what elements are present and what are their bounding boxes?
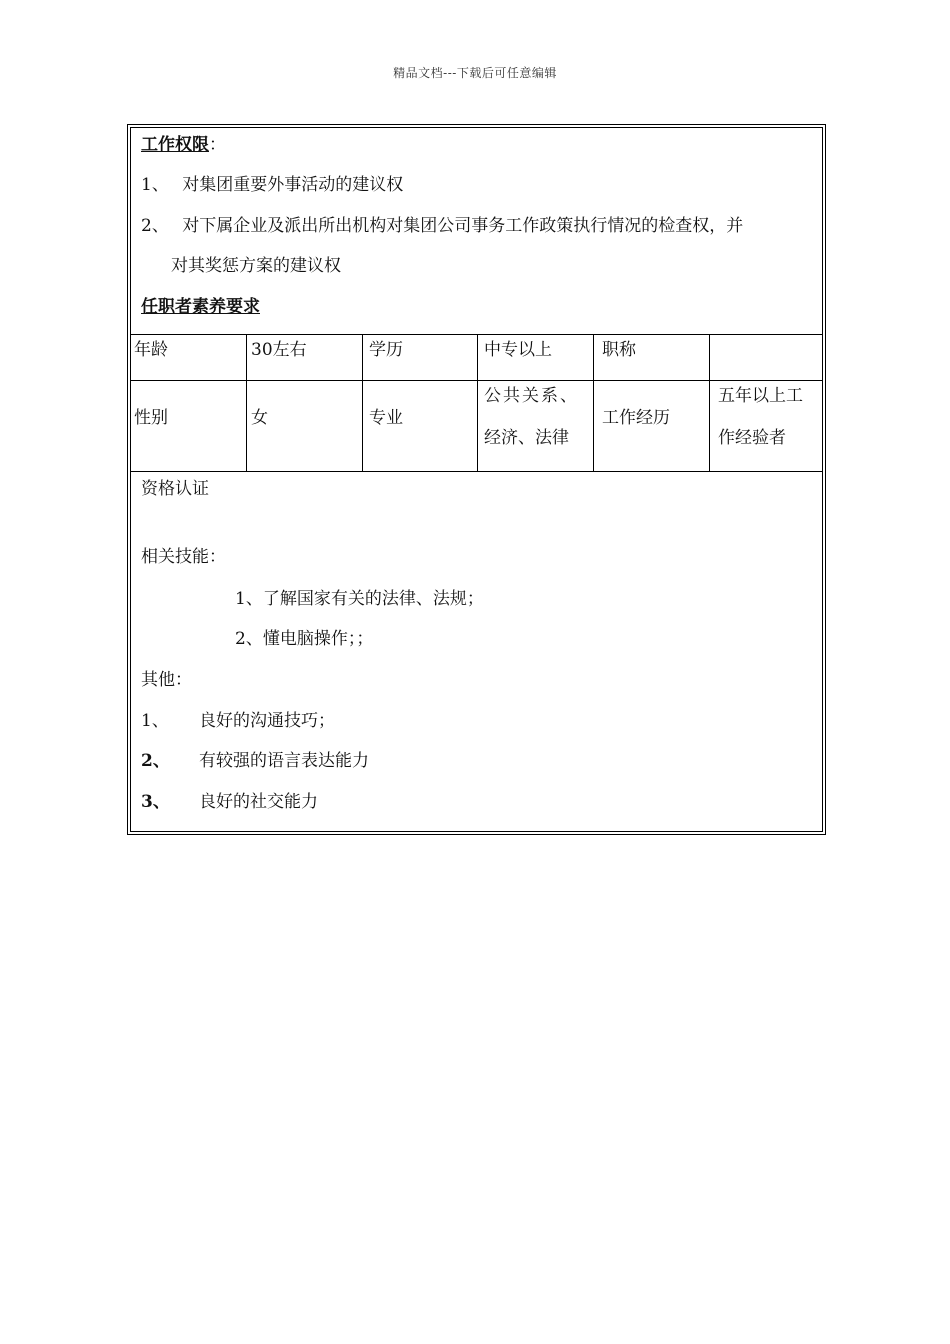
- authority-colon: ：: [209, 135, 226, 155]
- other-item-2: [141, 750, 369, 772]
- requirements-title: 任职者素养要求: [141, 297, 260, 317]
- authority-item-2-continued: 对其奖惩方案的建议权: [171, 256, 341, 276]
- table-cell: 中专以上: [478, 335, 594, 380]
- item-number: 2、: [141, 751, 170, 771]
- table-cell: 性别: [131, 381, 247, 471]
- table-cell: [710, 335, 822, 380]
- item-text: 对下属企业及派出所出机构对集团公司事务工作政策执行情况的检查权，并: [182, 216, 744, 236]
- job-description-table: [127, 124, 826, 835]
- table-cell: 30左右: [247, 335, 363, 380]
- item-text: 对集团重要外事活动的建议权: [182, 175, 404, 195]
- page-header: 精品文档---下载后可任意编辑: [393, 66, 557, 80]
- table-row: [131, 335, 822, 380]
- table-cell: 学历: [363, 335, 478, 380]
- skill-item: 1、了解国家有关的法律、法规；: [235, 589, 484, 609]
- table-cell: 工作经历: [594, 381, 710, 471]
- requirements-grid: [131, 334, 822, 472]
- authority-item-2: [141, 215, 743, 237]
- table-cell: 五年以上工 作经验者: [718, 386, 803, 448]
- skill-item: 2、懂电脑操作；；: [235, 629, 374, 649]
- table-cell: 公共关系、 经济、法律: [478, 381, 594, 471]
- item-number: 1、: [141, 711, 169, 731]
- other-label: 其他：: [141, 670, 192, 690]
- other-item-1: [141, 710, 335, 732]
- authority-title: 工作权限: [141, 135, 209, 155]
- table-cell: 职称: [594, 335, 710, 380]
- skills-label: 相关技能：: [141, 547, 226, 567]
- item-number: 1、: [141, 175, 169, 195]
- table-cell: 年龄: [131, 335, 247, 380]
- item-text: 有较强的语言表达能力: [199, 751, 369, 771]
- authority-heading: [141, 134, 226, 156]
- item-number: 3、: [141, 792, 170, 812]
- table-cell: 专业: [363, 381, 478, 471]
- other-item-3: [141, 791, 318, 813]
- table-cell: 女: [247, 381, 363, 471]
- qualification-label: 资格认证: [141, 479, 209, 499]
- table-row: [131, 380, 822, 471]
- item-text: 良好的沟通技巧；: [199, 711, 335, 731]
- item-text: 良好的社交能力: [199, 792, 318, 812]
- authority-item-1: [141, 174, 403, 196]
- item-number: 2、: [141, 216, 169, 236]
